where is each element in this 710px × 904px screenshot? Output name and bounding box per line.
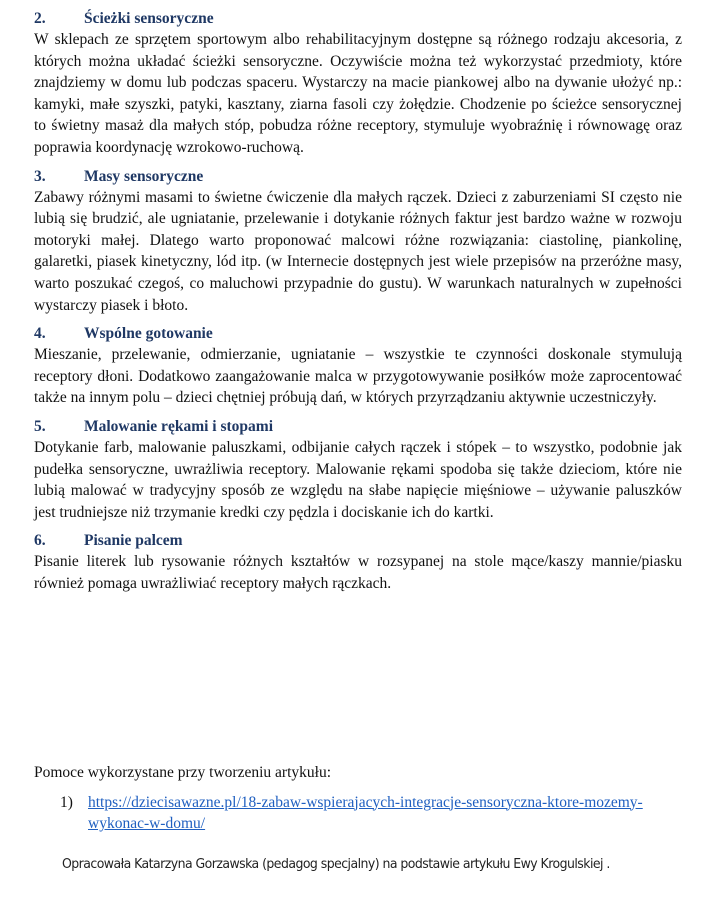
section-finger-writing	[34, 530, 682, 594]
section-number: 2.	[34, 10, 46, 27]
section-number: 5.	[34, 417, 46, 435]
author-credit: Opracowała Katarzyna Gorzawska (pedagog specjalny) na podstawie artykułu Ewy Krogulskiej .	[62, 856, 610, 872]
section-sensory-masses	[34, 166, 682, 317]
source-link[interactable]: https://dziecisawazne.pl/18-zabaw-wspierajacych-integracje-sensoryczna-ktore-mozemy-wykonac-w-domu/	[88, 793, 643, 833]
section-title: Masy sensoryczne	[84, 167, 204, 185]
section-title: Wspólne gotowanie	[84, 325, 213, 343]
section-title: Malowanie rękami i stopami	[84, 417, 273, 435]
section-number: 4.	[34, 325, 46, 343]
source-item	[60, 792, 682, 835]
section-heading	[34, 323, 682, 344]
section-heading	[34, 416, 682, 437]
section-sensory-paths	[34, 8, 682, 159]
section-text: Zabawy różnymi masami to świetne ćwiczenie dla małych rączek. Dzieci z zaburzeniami SI często nie lubią się brudzić, ale ugniatanie, przelewanie i dotykanie różnych faktur jest bardzo ważne w rozwoju motoryki małej. Dlatego warto proponować malcowi różne rozwiązania: ciastolinę, piankolinę, galaretki, piasek kinetyczny, lód itp. (w Internecie dostępnych jest wiele przepisów na przeróżne masy, warto poszukać czegoś, co maluchowi przypadnie do gustu). W warunkach naturalnych w zupełności wystarczy piasek i błoto.	[34, 188, 682, 314]
section-cooking-together	[34, 323, 682, 409]
section-hand-foot-painting	[34, 416, 682, 523]
article-body	[34, 8, 682, 601]
section-text: Pisanie literek lub rysowanie różnych kształtów w rozsypanej na stole mące/kaszy mannie/piasku również pomaga uwrażliwiać receptory małych rączkach.	[34, 553, 682, 592]
sources-label: Pomoce wykorzystane przy tworzeniu artykułu:	[34, 764, 331, 781]
section-text: Mieszanie, przelewanie, odmierzanie, ugniatanie – wszystkie te czynności doskonale stymulują receptory dłoni. Dodatkowo zaangażowanie malca w przygotowywanie posiłków może zaprocentować także na innym polu – dzieci chętniej próbują dań, w których przyrządzaniu aktywnie uczestniczyły.	[34, 346, 682, 407]
source-number: 1)	[60, 793, 73, 811]
section-text: W sklepach ze sprzętem sportowym albo rehabilitacyjnym dostępne są różnego rodzaju akcesoria, z których można układać ścieżki sensoryczne. Oczywiście można też wykorzystać przedmioty, które znajdziemy w domu lub podczas spaceru. Wystarczy na macie piankowej albo na dywanie ułożyć np.: kamyki, małe szyszki, patyki, kasztany, ziarna fasoli czy żołędzie. Chodzenie po ścieżce sensorycznej to świetny masaż dla małych stóp, pobudza różne receptory, stymuluje wyobraźnię i równowagę oraz poprawia koordynację wzrokowo-ruchową.	[34, 31, 682, 156]
section-number: 3.	[34, 167, 46, 185]
section-title: Ścieżki sensoryczne	[84, 10, 214, 27]
section-title: Pisanie palcem	[84, 532, 183, 550]
section-heading	[34, 530, 682, 551]
section-number: 6.	[34, 532, 46, 550]
section-heading	[34, 166, 682, 187]
section-text: Dotykanie farb, malowanie paluszkami, odbijanie całych rączek i stópek – to wszystko, podobnie jak pudełka sensoryczne, uwrażliwia receptory. Malowanie rękami spodoba się także dzieciom, które nie lubią malować w tradycyjny sposób ze względu na słabe napięcie mięśniowe – używanie paluszków jest trudniejsze niż trzymanie kredki czy pędzla i dociskanie ich do kartki.	[34, 438, 682, 521]
section-heading	[34, 8, 682, 29]
sources-block	[34, 762, 682, 835]
